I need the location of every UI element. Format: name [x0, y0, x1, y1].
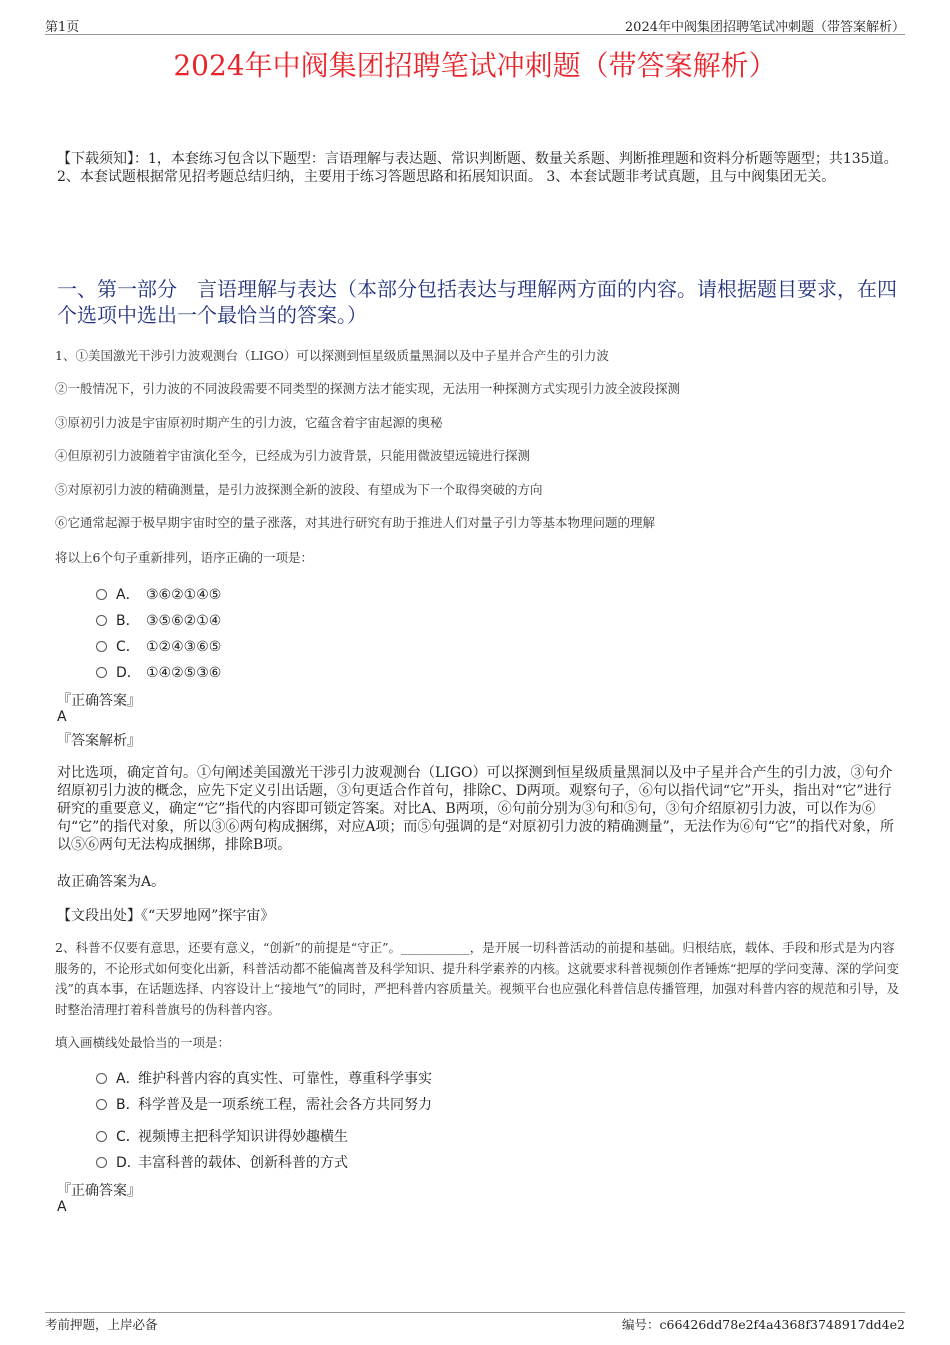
footer-slogan: 考前押题，上岸必备: [45, 1317, 158, 1332]
q2-option-a[interactable]: A．维护科普内容的真实性、可靠性，尊重科学事实: [96, 1068, 432, 1088]
radio-icon[interactable]: [96, 615, 107, 626]
page-footer: [45, 1312, 905, 1332]
q1-source: 【文段出处】《“天罗地网”探宇宙》: [57, 908, 275, 924]
radio-icon[interactable]: [96, 641, 107, 652]
q1-sentence-1: 1、①美国激光干涉引力波观测台（LIGO）可以探测到恒星级质量黑洞以及中子星并合产生的引力波: [55, 348, 609, 363]
header-doc-title: 2024年中阀集团招聘笔试冲刺题（带答案解析）: [624, 20, 905, 35]
q1-sentence-5: ⑤对原初引力波的精确测量，是引力波探测全新的波段、有望成为下一个取得突破的方向: [55, 482, 543, 497]
q1-analysis-label: 『答案解析』: [57, 733, 141, 749]
q1-sentence-4: ④但原初引力波随着宇宙演化至今，已经成为引力波背景，只能用微波望远镜进行探测: [55, 448, 531, 463]
q1-option-c[interactable]: C． ①②④③⑥⑤: [96, 636, 221, 656]
q1-option-b[interactable]: B． ③⑤⑥②①④: [96, 610, 221, 630]
download-notice: 【下载须知】：1，本套练习包含以下题型：言语理解与表达题、常识判断题、数量关系题、判断推理题和资料分析题等题型；共135道。 2、本套试题根据常见招考题总结归纳，主要用于练习答题思路和拓展知识面。 3、本套试题非考试真题，且与中阀集团无关。: [57, 151, 898, 185]
page-title: 2024年中阀集团招聘笔试冲刺题（带答案解析）: [173, 49, 777, 82]
radio-icon[interactable]: [96, 589, 107, 600]
q1-sentence-2: ②一般情况下，引力波的不同波段需要不同类型的探测方法才能实现，无法用一种探测方式实现引力波全波段探测: [55, 381, 681, 396]
radio-icon[interactable]: [96, 1099, 107, 1110]
q1-sentence-3: ③原初引力波是宇宙原初时期产生的引力波，它蕴含着宇宙起源的奥秘: [55, 415, 443, 430]
q1-prompt: 将以上6个句子重新排列，语序正确的一项是：: [55, 550, 313, 565]
page-number: 第1页: [45, 20, 80, 35]
q1-analysis: 对比选项，确定首句。①句阐述美国激光干涉引力波观测台（LIGO）可以探测到恒星级质量黑洞以及中子星并合产生的引力波，③句介绍原初引力波的概念，应先下定义引出话题，③句更适合作首句，排除C、D两项。观察句子，⑥句以指代词“它”开头，指出对“它”进行研究的重要意义，确定“它”指代的内容即可锁定答案。对比A、B两项，⑥句前分别为③句和⑤句，③句介绍原初引力波，可以作为⑥句“它”的指代对象，所以③⑥两句构成捆绑，对应A项；而⑤句强调的是“对原初引力波的精确测量”，无法作为⑥句“它”的指代对象，所以⑤⑥两句无法构成捆绑，排除B项。: [57, 765, 895, 853]
q2-option-d[interactable]: D．丰富科普的载体、创新科普的方式: [96, 1152, 348, 1172]
q2-option-c[interactable]: C．视频博主把科学知识讲得妙趣横生: [96, 1126, 348, 1146]
q1-conclusion: 故正确答案为A。: [57, 874, 166, 890]
q2-option-b[interactable]: B．科学普及是一项系统工程，需社会各方共同努力: [96, 1094, 432, 1114]
footer-serial: 编号：c66426dd78e2f4a4368f3748917dd4e2: [622, 1317, 905, 1332]
q1-option-a[interactable]: A． ③⑥②①④⑤: [96, 584, 221, 604]
q1-sentence-6: ⑥它通常起源于极早期宇宙时空的量子涨落，对其进行研究有助于推进人们对量子引力等基本物理问题的理解: [55, 515, 656, 530]
q2-text: 2、科普不仅要有意思，还要有意义，“创新”的前提是“守正”。___________，是开展一切科普活动的前提和基础。归根结底，载体、手段和形式是为内容服务的，不论形式如何变化出新，科普活动都不能偏离普及科学知识、提升科学素养的内核。这就要求科普视频创作者锤炼“把厚的学问变薄、深的学问变浅”的真本事，在话题选择、内容设计上“接地气”的同时，严把科普内容质量关。视频平台也应强化科普信息传播管理，加强对科普内容的规范和引导，及时整治清理打着科普旗号的伪科普内容。: [55, 940, 900, 1017]
q2-prompt: 填入画横线处最恰当的一项是：: [55, 1035, 231, 1050]
q1-option-d[interactable]: D． ①④②⑤③⑥: [96, 662, 221, 682]
q1-answer: A: [57, 709, 67, 725]
radio-icon[interactable]: [96, 1131, 107, 1142]
section-heading: 一、第一部分 言语理解与表达（本部分包括表达与理解两方面的内容。请根据题目要求，在四个选项中选出一个最恰当的答案。）: [57, 277, 897, 327]
page-header: [45, 16, 905, 35]
q2-answer-label: 『正确答案』: [57, 1183, 141, 1199]
radio-icon[interactable]: [96, 1157, 107, 1168]
q2-answer: A: [57, 1199, 67, 1215]
radio-icon[interactable]: [96, 1073, 107, 1084]
radio-icon[interactable]: [96, 667, 107, 678]
q1-answer-label: 『正确答案』: [57, 693, 141, 709]
